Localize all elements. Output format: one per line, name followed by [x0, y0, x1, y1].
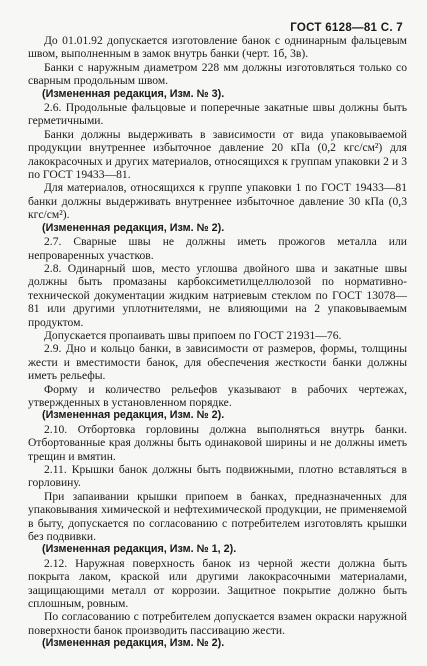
amendment-note: (Измененная редакция, Изм. № 2). [42, 637, 225, 650]
paragraph-2-8: 2.8. Одинарный шов, место углошва двойного шва и закатные швы должны быть промазаны карбоксиметилцеллюлозой по нормативно-технической документации жидким натриевым стеклом по ГОСТ 13078—81 или другими уплотнителями, не влияющими на 2 упаковываемым продуктом. [28, 261, 407, 329]
paragraph-2-10: 2.10. Отбортовка горловины должна выполняться внутрь банки. Отбортованные края должны быть одинаковой ширины и не должны иметь трещин и вмятин. [28, 422, 407, 463]
paragraph-soldering-lids: При запаивании крышки припоем в банках, предназначенных для упаковывания химической и нефтехимической продукции, не применяемой в быту, допускается по согласованию с потребителем изготовлять крышки без подвивки. [28, 489, 407, 544]
amendment-note: (Измененная редакция, Изм. № 1, 2). [42, 543, 237, 556]
paragraph-pressure-30: Для материалов, относящихся к группе упаковки 1 по ГОСТ 19433—81 банки должны выдерживать внутреннее избыточное давление 30 кПа (0,3 кгс/см²). [28, 181, 407, 222]
paragraph-2-9: 2.9. Дно и кольцо банки, в зависимости от размеров, формы, толщины жести и вместимости банок, для обеспечения жесткости банки должны иметь рельефы. [28, 342, 407, 383]
page-header: ГОСТ 6128—81 С. 7 [290, 22, 403, 34]
paragraph-pressure-20: Банки должны выдерживать в зависимости от вида упаковываемой продукции внутреннее избыточное давление 20 кПа (0,2 кгс/см²) для лакокрасочных и других материалов, относящихся к группам упаковки 2 и 3 по ГОСТ 19433—81. [28, 127, 407, 182]
paragraph-2-6: 2.6. Продольные фальцовые и поперечные закатные швы должны быть герметичными. [28, 101, 407, 128]
paragraph-228mm: Банки с наружным диаметром 228 мм должны изготовляться только со сварным продольным швом. [28, 60, 407, 88]
paragraph-intro: До 01.01.92 допускается изготовление банок с однинарным фальцевым швом, выполненным в замок внутрь банки (черт. 1б, 3в). [28, 34, 407, 61]
amendment-note: (Измененная редакция, Изм. № 2). [42, 409, 225, 422]
amendment-note: (Измененная редакция, Изм. № 3). [42, 87, 225, 100]
amendment-note: (Измененная редакция, Изм. № 2). [42, 221, 225, 234]
paragraph-2-12: 2.12. Наружная поверхность банок из черной жести должна быть покрыта лаком, краской или другими лакокрасочными материалами, защищающими металл от коррозии. Защитное покрытие должно быть сплошным, ровным. [28, 556, 407, 611]
paragraph-2-7: 2.7. Сварные швы не должны иметь прожогов металла или непроваренных участков. [28, 235, 407, 262]
paragraph-solder: Допускается пропаивать швы припоем по ГОСТ 21931—76. [44, 328, 342, 342]
paragraph-2-11: 2.11. Крышки банок должны быть подвижными, плотно вставляться в горловину. [28, 463, 407, 490]
paragraph-reliefs: Форму и количество рельефов указывают в рабочих чертежах, утвержденных в установленном порядке. [28, 382, 407, 409]
paragraph-passivation: По согласованию с потребителем допускается взамен окраски наружной поверхности банок производить пассивацию жести. [28, 610, 407, 637]
document-body [28, 34, 407, 651]
